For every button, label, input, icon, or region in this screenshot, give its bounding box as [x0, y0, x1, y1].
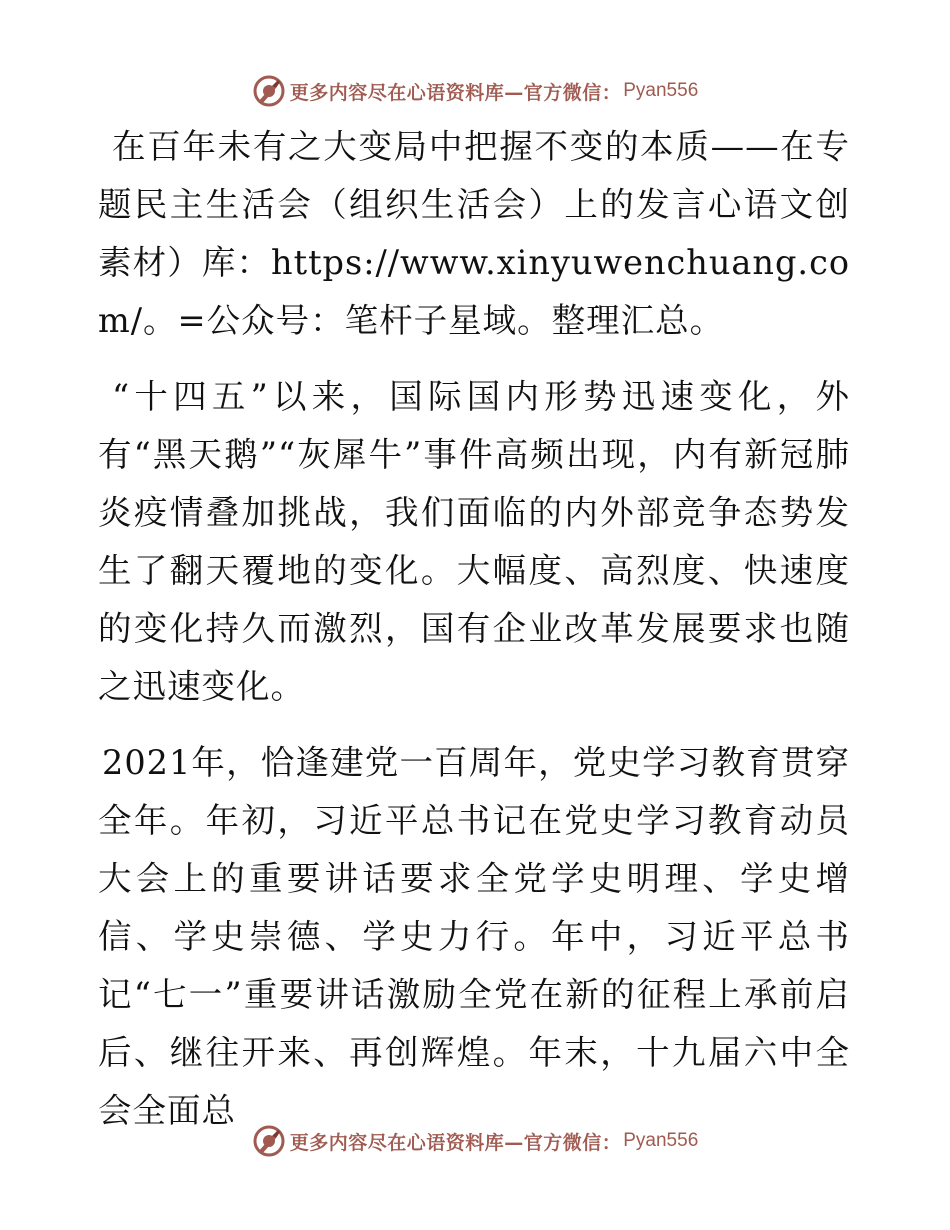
footer-wechat-id: Pyan556 — [623, 1130, 699, 1151]
header-brand-text: 更多内容尽在心语资料库—官方微信： — [289, 81, 622, 104]
page-footer-watermark — [0, 1121, 950, 1161]
document-body — [98, 118, 850, 1140]
paragraph-situation: “十四五”以来，国际国内形势迅速变化，外有“黑天鹅”“灰犀牛”事件高频出现，内有新冠肺炎疫情叠加挑战，我们面临的内外部竞争态势发生了翻天覆地的变化。大幅度、高烈度、快速度的变化持久而激烈，国有企业改革发展要求也随之迅速变化。 — [98, 377, 850, 706]
page-header-watermark — [0, 71, 950, 111]
footer-brand-text: 更多内容尽在心语资料库—官方微信： — [289, 1131, 622, 1154]
brand-logo-icon — [252, 74, 286, 108]
paragraph-2021: 2021年，恰逢建党一百周年，党史学习教育贯穿全年。年初，习近平总书记在党史学习教育动员大会上的重要讲话要求全党学史明理、学史增信、学史崇德、学史力行。年中，习近平总书记“七一”重要讲话激励全党在新的征程上承前启后、继往开来、再创辉煌。年末，十九届六中全会全面总 — [98, 743, 850, 1130]
paragraph-title: 在百年未有之大变局中把握不变的本质——在专题民主生活会（组织生活会）上的发言心语文创素材）库：https://www.xinyuwenchuang.com/。=公众号：笔杆子星域。整理汇总。 — [98, 127, 850, 340]
header-wechat-id: Pyan556 — [623, 80, 699, 101]
brand-logo-icon — [252, 1124, 286, 1158]
